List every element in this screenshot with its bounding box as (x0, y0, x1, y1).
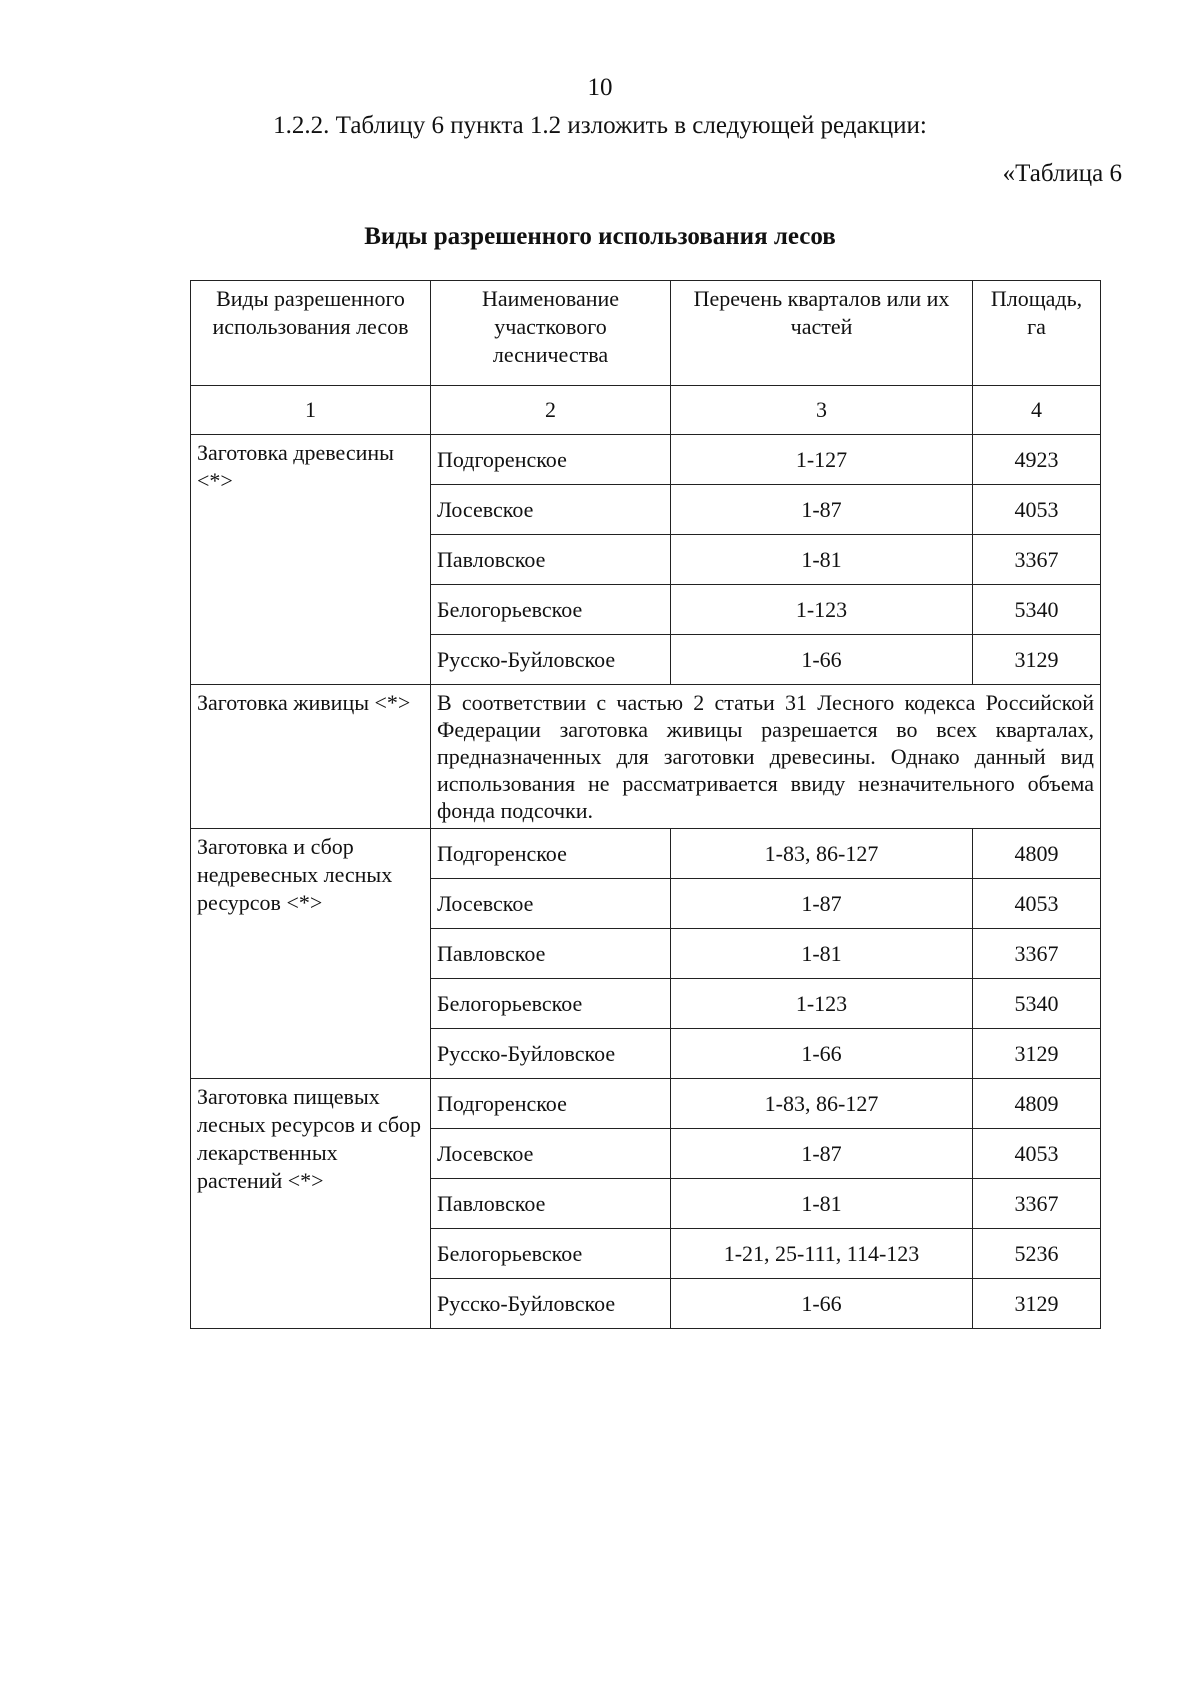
quarters-cell: 1-66 (671, 635, 973, 685)
quarters-cell: 1-66 (671, 1279, 973, 1329)
area-cell: 4053 (973, 1129, 1101, 1179)
forestry-cell: Павловское (431, 1179, 671, 1229)
forestry-cell: Белогорьевское (431, 979, 671, 1029)
area-cell: 4809 (973, 1079, 1101, 1129)
forestry-cell: Лосевское (431, 1129, 671, 1179)
header-forestry: Наименование участкового лесничества (431, 281, 671, 386)
quarters-cell: 1-66 (671, 1029, 973, 1079)
quarters-cell: 1-81 (671, 1179, 973, 1229)
area-cell: 5340 (973, 979, 1101, 1029)
table-row (191, 829, 1101, 879)
quarters-cell: 1-123 (671, 585, 973, 635)
area-cell: 4923 (973, 435, 1101, 485)
column-number: 1 (191, 386, 431, 435)
forestry-cell: Подгоренское (431, 1079, 671, 1129)
area-cell: 4053 (973, 485, 1101, 535)
area-cell: 5236 (973, 1229, 1101, 1279)
column-number: 2 (431, 386, 671, 435)
forestry-cell: Подгоренское (431, 829, 671, 879)
table-row (191, 435, 1101, 485)
quarters-cell: 1-83, 86-127 (671, 829, 973, 879)
quarters-cell: 1-87 (671, 1129, 973, 1179)
forestry-cell: Лосевское (431, 879, 671, 929)
forestry-cell: Русско-Буйловское (431, 635, 671, 685)
forestry-cell: Белогорьевское (431, 585, 671, 635)
area-cell: 3129 (973, 1029, 1101, 1079)
forestry-cell: Белогорьевское (431, 1229, 671, 1279)
column-number: 3 (671, 386, 973, 435)
column-number: 4 (973, 386, 1101, 435)
table-row (191, 1079, 1101, 1129)
quarters-cell: 1-21, 25-111, 114-123 (671, 1229, 973, 1279)
intro-text: 1.2.2. Таблицу 6 пункта 1.2 изложить в следующей редакции: (273, 112, 927, 139)
use-kind-cell: Заготовка и сбор недревесных лесных ресурсов <*> (191, 829, 431, 1079)
column-numbers-row (191, 386, 1101, 435)
forestry-cell: Русско-Буйловское (431, 1029, 671, 1079)
note-cell: В соответствии с частью 2 статьи 31 Лесного кодекса Российской Федерации заготовка живицы разрешается во всех кварталах, предназначенных для заготовки древесины. Однако данный вид использования не рассматривается ввиду незначительного объема фонда подсочки. (431, 685, 1101, 829)
area-cell: 4053 (973, 879, 1101, 929)
forestry-cell: Русско-Буйловское (431, 1279, 671, 1329)
area-cell: 4809 (973, 829, 1101, 879)
area-cell: 3129 (973, 635, 1101, 685)
area-cell: 5340 (973, 585, 1101, 635)
quarters-cell: 1-87 (671, 485, 973, 535)
header-area: Площадь, га (973, 281, 1101, 386)
header-row (191, 281, 1101, 386)
forestry-cell: Лосевское (431, 485, 671, 535)
page-number: 10 (587, 74, 613, 101)
area-cell: 3367 (973, 929, 1101, 979)
forest-use-table (190, 280, 1101, 1329)
quarters-cell: 1-127 (671, 435, 973, 485)
quarters-cell: 1-81 (671, 929, 973, 979)
use-kind-cell: Заготовка пищевых лесных ресурсов и сбор лекарственных растений <*> (191, 1079, 431, 1329)
forestry-cell: Подгоренское (431, 435, 671, 485)
use-kind-cell: Заготовка живицы <*> (191, 685, 431, 829)
header-kind: Виды разрешенного использования лесов (191, 281, 431, 386)
area-cell: 3367 (973, 535, 1101, 585)
quarters-cell: 1-83, 86-127 (671, 1079, 973, 1129)
quarters-cell: 1-123 (671, 979, 973, 1029)
area-cell: 3129 (973, 1279, 1101, 1329)
quarters-cell: 1-87 (671, 879, 973, 929)
table-row (191, 685, 1101, 829)
quarters-cell: 1-81 (671, 535, 973, 585)
header-quarters: Перечень кварталов или их частей (671, 281, 973, 386)
table-title: Виды разрешенного использования лесов (364, 223, 836, 250)
area-cell: 3367 (973, 1179, 1101, 1229)
use-kind-cell: Заготовка древесины <*> (191, 435, 431, 685)
table-reference: «Таблица 6 (1002, 160, 1122, 187)
forestry-cell: Павловское (431, 535, 671, 585)
forestry-cell: Павловское (431, 929, 671, 979)
